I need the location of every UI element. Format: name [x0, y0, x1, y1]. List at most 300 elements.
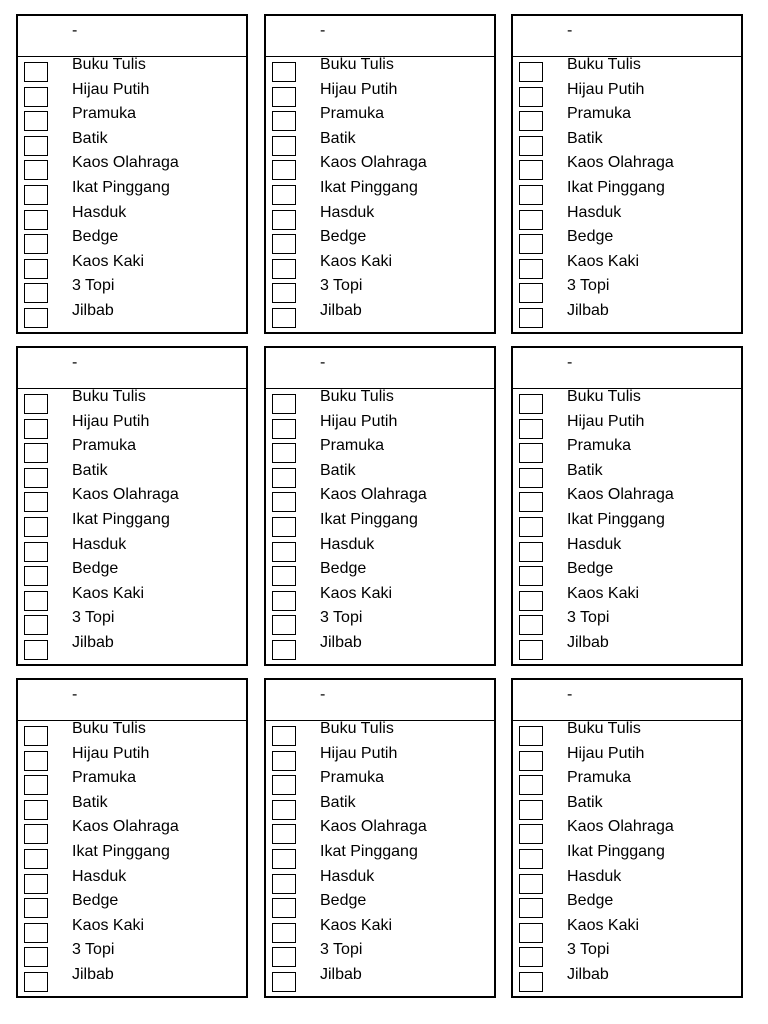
item-label: Pramuka: [72, 769, 137, 787]
checkbox[interactable]: [272, 726, 296, 746]
checklist-item: [513, 56, 741, 81]
card-title: -: [567, 354, 573, 371]
checklist-item: [18, 413, 246, 438]
item-label: Buku Tulis: [72, 56, 146, 73]
checkbox[interactable]: [24, 972, 48, 992]
item-label: Buku Tulis: [72, 388, 146, 405]
checklist-card: [511, 14, 743, 334]
item-label: Jilbab: [567, 634, 609, 651]
checklist-item: [513, 105, 741, 130]
checklist-card: [16, 678, 248, 998]
checklist-item: [18, 302, 246, 327]
item-label: Kaos Olahraga: [567, 818, 674, 836]
checklist-item: [266, 892, 494, 917]
checklist-card: [16, 14, 248, 334]
checklist-item: [18, 179, 246, 204]
checklist-item: [513, 253, 741, 278]
item-label: Hasduk: [567, 535, 622, 553]
item-label: Hijau Putih: [320, 412, 398, 430]
item-label: Hijau Putih: [567, 744, 645, 762]
checklist-item: [266, 720, 494, 745]
checklist-item: [513, 818, 741, 843]
card-header: [513, 348, 741, 389]
item-label: Buku Tulis: [567, 56, 641, 73]
item-label: Bedge: [567, 228, 614, 246]
checklist-item: [18, 154, 246, 179]
checklist-item: [513, 302, 741, 327]
checkbox[interactable]: [272, 898, 296, 918]
checklist-item: [266, 56, 494, 81]
checkbox[interactable]: [24, 62, 48, 82]
checklist-item: [18, 56, 246, 81]
checkbox[interactable]: [24, 443, 48, 463]
checkbox[interactable]: [272, 419, 296, 439]
checklist-item: [513, 634, 741, 659]
checklist-item: [513, 130, 741, 155]
checklist-item: [266, 130, 494, 155]
checklist-item: [18, 81, 246, 106]
item-label: Bedge: [72, 560, 119, 578]
checklist-item: [18, 204, 246, 229]
checkbox[interactable]: [24, 800, 48, 820]
checkbox[interactable]: [24, 591, 48, 611]
checkbox[interactable]: [272, 542, 296, 562]
item-label: Batik: [567, 461, 603, 479]
checkbox[interactable]: [519, 751, 543, 771]
checkbox[interactable]: [519, 283, 543, 303]
checklist-item: [266, 634, 494, 659]
checklist-item: [513, 154, 741, 179]
checklist-item: [18, 868, 246, 893]
checklist-item: [513, 745, 741, 770]
checkbox[interactable]: [24, 283, 48, 303]
checkbox[interactable]: [272, 874, 296, 894]
checkbox[interactable]: [24, 419, 48, 439]
checkbox[interactable]: [519, 443, 543, 463]
checklist-item: [266, 81, 494, 106]
item-label: Buku Tulis: [567, 720, 641, 737]
item-label: Ikat Pinggang: [72, 179, 170, 196]
checklist-item: [513, 536, 741, 561]
checkbox[interactable]: [24, 492, 48, 512]
checkbox[interactable]: [272, 492, 296, 512]
item-label: Pramuka: [567, 105, 632, 123]
checkbox[interactable]: [24, 87, 48, 107]
checkbox[interactable]: [519, 87, 543, 107]
checklist-item: [513, 843, 741, 868]
item-label: Batik: [567, 129, 603, 147]
item-label: Batik: [320, 461, 356, 479]
checklist-item: [18, 892, 246, 917]
checkbox[interactable]: [24, 947, 48, 967]
item-label: Kaos Olahraga: [72, 486, 179, 504]
checklist-card: [264, 678, 496, 998]
checklist-item: [513, 179, 741, 204]
item-label: Batik: [72, 461, 108, 479]
item-label: Kaos Kaki: [320, 584, 393, 602]
checklist-item: [266, 154, 494, 179]
item-label: Ikat Pinggang: [567, 179, 665, 196]
checkbox[interactable]: [519, 160, 543, 180]
checkbox[interactable]: [519, 972, 543, 992]
item-label: Pramuka: [320, 437, 385, 455]
checkbox[interactable]: [272, 923, 296, 943]
checklist-item: [18, 105, 246, 130]
item-label: Jilbab: [72, 634, 114, 651]
item-label: Kaos Olahraga: [72, 818, 179, 836]
checkbox[interactable]: [272, 849, 296, 869]
checklist-item: [18, 917, 246, 942]
checkbox[interactable]: [519, 308, 543, 328]
checklist-item: [513, 413, 741, 438]
item-label: Pramuka: [320, 769, 385, 787]
item-label: Kaos Olahraga: [72, 154, 179, 172]
item-label: Kaos Olahraga: [567, 154, 674, 172]
card-header: [266, 680, 494, 721]
item-label: Hijau Putih: [567, 412, 645, 430]
checklist-item: [513, 609, 741, 634]
item-label: Kaos Kaki: [72, 916, 145, 934]
checklist-item: [266, 745, 494, 770]
item-label: Kaos Kaki: [567, 584, 640, 602]
card-header: [266, 348, 494, 389]
checkbox[interactable]: [272, 824, 296, 844]
checkbox[interactable]: [272, 775, 296, 795]
checklist-item: [513, 794, 741, 819]
checkbox[interactable]: [272, 517, 296, 537]
checklist-item: [266, 585, 494, 610]
item-label: Kaos Kaki: [567, 916, 640, 934]
checklist-item: [266, 511, 494, 536]
item-label: 3 Topi: [72, 941, 115, 959]
checkbox[interactable]: [272, 800, 296, 820]
checkbox[interactable]: [519, 566, 543, 586]
checkbox[interactable]: [24, 468, 48, 488]
checkbox[interactable]: [272, 210, 296, 230]
checklist-item: [266, 204, 494, 229]
checklist-item: [266, 536, 494, 561]
checklist-item: [513, 228, 741, 253]
checklist-item: [513, 511, 741, 536]
checkbox[interactable]: [272, 160, 296, 180]
item-label: Hijau Putih: [567, 80, 645, 98]
item-label: Hasduk: [72, 203, 127, 221]
checkbox[interactable]: [519, 923, 543, 943]
checkbox[interactable]: [272, 283, 296, 303]
item-label: Kaos Olahraga: [320, 486, 427, 504]
checklist-item: [513, 585, 741, 610]
checkbox[interactable]: [519, 234, 543, 254]
item-label: Jilbab: [320, 966, 362, 983]
checkbox[interactable]: [519, 492, 543, 512]
checklist-item: [266, 486, 494, 511]
checklist-item: [513, 437, 741, 462]
checkbox[interactable]: [272, 111, 296, 131]
item-label: Ikat Pinggang: [72, 511, 170, 528]
checkbox[interactable]: [24, 210, 48, 230]
checklist-item: [266, 302, 494, 327]
checklist-item: [18, 130, 246, 155]
checkbox[interactable]: [519, 775, 543, 795]
item-label: Pramuka: [72, 105, 137, 123]
item-label: Batik: [72, 793, 108, 811]
checklist-item: [18, 462, 246, 487]
checkbox[interactable]: [272, 443, 296, 463]
item-label: Kaos Kaki: [320, 916, 393, 934]
checklist-card: [511, 346, 743, 666]
checkbox[interactable]: [519, 800, 543, 820]
checkbox[interactable]: [24, 308, 48, 328]
checklist-item: [513, 560, 741, 585]
item-label: Bedge: [567, 560, 614, 578]
checkbox[interactable]: [24, 542, 48, 562]
checkbox[interactable]: [272, 591, 296, 611]
checklist-item: [266, 966, 494, 991]
checkbox[interactable]: [272, 308, 296, 328]
checklist-item: [18, 794, 246, 819]
checklist-item: [266, 794, 494, 819]
checklist-item: [513, 462, 741, 487]
checkbox[interactable]: [519, 136, 543, 156]
checkbox[interactable]: [24, 234, 48, 254]
checklist-item: [513, 277, 741, 302]
checklist-item: [513, 966, 741, 991]
checkbox[interactable]: [519, 62, 543, 82]
checkbox[interactable]: [272, 394, 296, 414]
checkbox[interactable]: [519, 947, 543, 967]
item-label: Bedge: [320, 892, 367, 910]
checklist-item: [513, 81, 741, 106]
item-label: Ikat Pinggang: [320, 511, 418, 528]
checklist-item: [513, 917, 741, 942]
checklist-item: [513, 388, 741, 413]
checkbox[interactable]: [519, 726, 543, 746]
item-label: Hasduk: [320, 535, 375, 553]
checklist-item: [18, 720, 246, 745]
checkbox[interactable]: [24, 259, 48, 279]
checklist-item: [18, 843, 246, 868]
item-label: Ikat Pinggang: [320, 843, 418, 860]
checkbox[interactable]: [519, 468, 543, 488]
item-label: 3 Topi: [320, 609, 363, 627]
checklist-item: [266, 228, 494, 253]
checklist-item: [513, 941, 741, 966]
item-label: Hasduk: [320, 203, 375, 221]
item-label: Buku Tulis: [72, 720, 146, 737]
checkbox[interactable]: [24, 726, 48, 746]
checklist-item: [266, 388, 494, 413]
checklist-item: [18, 437, 246, 462]
item-label: 3 Topi: [567, 277, 610, 295]
item-label: 3 Topi: [72, 609, 115, 627]
item-label: Buku Tulis: [320, 720, 394, 737]
checkbox[interactable]: [519, 640, 543, 660]
checkbox[interactable]: [519, 259, 543, 279]
checkbox[interactable]: [519, 615, 543, 635]
checkbox[interactable]: [24, 775, 48, 795]
checklist-item: [266, 437, 494, 462]
checklist-item: [18, 609, 246, 634]
item-label: Jilbab: [72, 302, 114, 319]
checklist-item: [18, 228, 246, 253]
checklist-item: [18, 745, 246, 770]
checklist-item: [18, 388, 246, 413]
item-label: Batik: [320, 129, 356, 147]
checkbox[interactable]: [272, 640, 296, 660]
card-title: -: [567, 22, 573, 39]
item-label: Hasduk: [567, 203, 622, 221]
checkbox[interactable]: [24, 566, 48, 586]
item-label: Pramuka: [567, 437, 632, 455]
item-label: Hijau Putih: [72, 412, 150, 430]
item-label: Jilbab: [320, 302, 362, 319]
item-label: 3 Topi: [320, 941, 363, 959]
item-label: Hijau Putih: [320, 80, 398, 98]
item-label: 3 Topi: [567, 609, 610, 627]
checkbox[interactable]: [272, 62, 296, 82]
checkbox[interactable]: [519, 898, 543, 918]
item-label: Ikat Pinggang: [567, 511, 665, 528]
item-label: Hasduk: [567, 867, 622, 885]
checklist-item: [18, 966, 246, 991]
checklist-item: [18, 511, 246, 536]
checkbox[interactable]: [24, 898, 48, 918]
item-label: Jilbab: [567, 302, 609, 319]
item-label: Kaos Olahraga: [320, 818, 427, 836]
checklist-item: [513, 868, 741, 893]
item-label: Bedge: [567, 892, 614, 910]
item-label: Bedge: [72, 228, 119, 246]
card-header: [513, 16, 741, 57]
item-label: Ikat Pinggang: [72, 843, 170, 860]
checklist-item: [513, 204, 741, 229]
checkbox[interactable]: [519, 210, 543, 230]
checkbox[interactable]: [272, 947, 296, 967]
item-label: Hasduk: [320, 867, 375, 885]
checkbox[interactable]: [24, 136, 48, 156]
item-label: Hijau Putih: [72, 80, 150, 98]
checkbox[interactable]: [272, 259, 296, 279]
checklist-item: [266, 105, 494, 130]
checkbox[interactable]: [519, 111, 543, 131]
checklist-item: [266, 253, 494, 278]
item-label: Buku Tulis: [567, 388, 641, 405]
item-label: Buku Tulis: [320, 388, 394, 405]
checkbox[interactable]: [24, 751, 48, 771]
checkbox[interactable]: [519, 874, 543, 894]
checkbox[interactable]: [24, 185, 48, 205]
checklist-item: [18, 941, 246, 966]
checklist-item: [266, 843, 494, 868]
item-label: Ikat Pinggang: [567, 843, 665, 860]
item-label: Ikat Pinggang: [320, 179, 418, 196]
checkbox[interactable]: [24, 849, 48, 869]
item-label: Jilbab: [567, 966, 609, 983]
checklist-item: [266, 868, 494, 893]
checkbox[interactable]: [24, 517, 48, 537]
checklist-item: [513, 486, 741, 511]
item-label: Jilbab: [72, 966, 114, 983]
card-title: -: [72, 22, 78, 39]
item-label: Bedge: [320, 560, 367, 578]
checklist-card: [16, 346, 248, 666]
checklist-item: [266, 462, 494, 487]
checklist-card: [264, 14, 496, 334]
checkbox[interactable]: [24, 615, 48, 635]
item-label: Hasduk: [72, 867, 127, 885]
item-label: Bedge: [72, 892, 119, 910]
checklist-item: [513, 892, 741, 917]
item-label: Pramuka: [567, 769, 632, 787]
checkbox[interactable]: [272, 185, 296, 205]
checkbox[interactable]: [272, 87, 296, 107]
checkbox[interactable]: [272, 468, 296, 488]
checklist-card: [511, 678, 743, 998]
checkbox[interactable]: [272, 751, 296, 771]
card-title: -: [320, 686, 326, 703]
checklist-item: [18, 560, 246, 585]
checkbox[interactable]: [519, 591, 543, 611]
checklist-item: [18, 769, 246, 794]
checkbox[interactable]: [24, 824, 48, 844]
checkbox[interactable]: [519, 419, 543, 439]
item-label: Bedge: [320, 228, 367, 246]
item-label: 3 Topi: [567, 941, 610, 959]
card-header: [18, 680, 246, 721]
card-header: [18, 16, 246, 57]
checkbox[interactable]: [519, 394, 543, 414]
checklist-item: [266, 413, 494, 438]
checkbox[interactable]: [24, 160, 48, 180]
card-title: -: [72, 686, 78, 703]
item-label: Kaos Kaki: [320, 252, 393, 270]
checkbox[interactable]: [272, 566, 296, 586]
checkbox[interactable]: [519, 185, 543, 205]
checklist-item: [18, 486, 246, 511]
checkbox[interactable]: [519, 517, 543, 537]
card-title: -: [567, 686, 573, 703]
checkbox[interactable]: [272, 234, 296, 254]
checkbox[interactable]: [24, 640, 48, 660]
checkbox[interactable]: [24, 874, 48, 894]
card-header: [266, 16, 494, 57]
card-header: [18, 348, 246, 389]
checkbox[interactable]: [24, 923, 48, 943]
item-label: Kaos Kaki: [567, 252, 640, 270]
checkbox[interactable]: [24, 111, 48, 131]
checkbox[interactable]: [272, 136, 296, 156]
checklist-item: [18, 585, 246, 610]
checkbox[interactable]: [519, 849, 543, 869]
checkbox[interactable]: [519, 824, 543, 844]
card-title: -: [320, 354, 326, 371]
card-title: -: [72, 354, 78, 371]
item-label: 3 Topi: [320, 277, 363, 295]
checkbox[interactable]: [272, 972, 296, 992]
checkbox[interactable]: [519, 542, 543, 562]
checklist-item: [266, 560, 494, 585]
checklist-item: [266, 609, 494, 634]
checkbox[interactable]: [272, 615, 296, 635]
checklist-item: [513, 720, 741, 745]
checklist-item: [18, 536, 246, 561]
checkbox[interactable]: [24, 394, 48, 414]
checklist-item: [266, 818, 494, 843]
item-label: Hasduk: [72, 535, 127, 553]
checklist-item: [513, 769, 741, 794]
checklist-item: [18, 818, 246, 843]
card-title: -: [320, 22, 326, 39]
